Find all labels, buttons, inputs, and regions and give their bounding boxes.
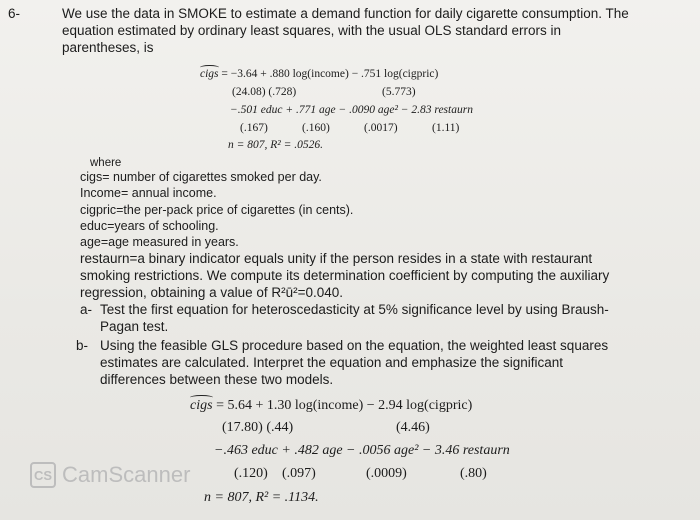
- part-b-line-2: estimates are calculated. Interpret the equation and emphasize the significant: [100, 355, 564, 370]
- part-b-line-1: Using the feasible GLS procedure based on the equation, the weighted least squares: [100, 338, 609, 353]
- wls-se-2a: (.120): [234, 466, 268, 481]
- part-a-line-1: Test the first equation for heteroscedasticity at 5% significance level by using Braush-: [100, 302, 609, 317]
- restaurn-line-2: smoking restrictions. We compute its determination coefficient by computing the auxiliary: [80, 268, 610, 283]
- wls-se-1a: (17.80) (.44): [222, 420, 294, 435]
- definition-educ: educ=years of schooling.: [80, 219, 219, 233]
- wls-lhs: cigs: [190, 398, 213, 413]
- part-a-line-2: Pagan test.: [100, 319, 169, 334]
- wls-se-2d: (.80): [460, 466, 487, 481]
- ols-line-3: n = 807, R² = .0526.: [228, 139, 323, 151]
- ols-line-2: −.501 educ + .771 age − .0090 age² − 2.83 restaurn: [230, 104, 473, 116]
- definition-cigs: cigs= number of cigarettes smoked per day.: [80, 170, 322, 184]
- restaurn-line-3: regression, obtaining a value of R²ū²=0.040.: [80, 285, 344, 300]
- where-label: where: [90, 157, 122, 169]
- ols-se-2a: (.167): [240, 122, 268, 134]
- wls-se-2c: (.0009): [366, 466, 407, 481]
- question-intro-line-3: parentheses, is: [62, 40, 154, 55]
- definition-cigpric: cigpric=the per-pack price of cigarettes (in cents).: [80, 203, 354, 217]
- camscanner-logo-icon: CS: [30, 462, 56, 488]
- question-intro-line-1: We use the data in SMOKE to estimate a demand function for daily cigarette consumption. The: [62, 6, 629, 21]
- camscanner-text: CamScanner: [62, 462, 191, 487]
- restaurn-line-1: restaurn=a binary indicator equals unity if the person resides in a state with restaurant: [80, 251, 593, 266]
- question-intro-line-2: equation estimated by ordinary least squares, with the usual OLS standard errors in: [62, 23, 562, 38]
- question-number: 6-: [8, 6, 21, 21]
- definition-income: Income= annual income.: [80, 186, 217, 200]
- camscanner-watermark: [30, 462, 190, 488]
- ols-lhs: cigs: [200, 68, 219, 80]
- ols-se-2c: (.0017): [364, 122, 398, 134]
- wls-se-1b: (4.46): [396, 420, 430, 435]
- definition-age: age=age measured in years.: [80, 235, 239, 249]
- part-a-label: a-: [80, 302, 93, 317]
- ols-se-2d: (1.11): [432, 122, 460, 134]
- ols-se-2b: (.160): [302, 122, 330, 134]
- wls-line-3: n = 807, R² = .1134.: [204, 490, 319, 505]
- ols-line-1: = −3.64 + .880 log(income) − .751 log(cigpric): [221, 68, 439, 80]
- wls-line-1: = 5.64 + 1.30 log(income) − 2.94 log(cigpric): [216, 398, 473, 413]
- ols-se-1b: (5.773): [382, 86, 416, 98]
- ols-se-1a: (24.08) (.728): [232, 86, 297, 98]
- wls-se-2b: (.097): [282, 466, 316, 481]
- part-b-line-3: differences between these two models.: [100, 372, 334, 387]
- part-b-label: b-: [76, 338, 89, 353]
- wls-line-2: −.463 educ + .482 age − .0056 age² − 3.46 restaurn: [214, 443, 510, 458]
